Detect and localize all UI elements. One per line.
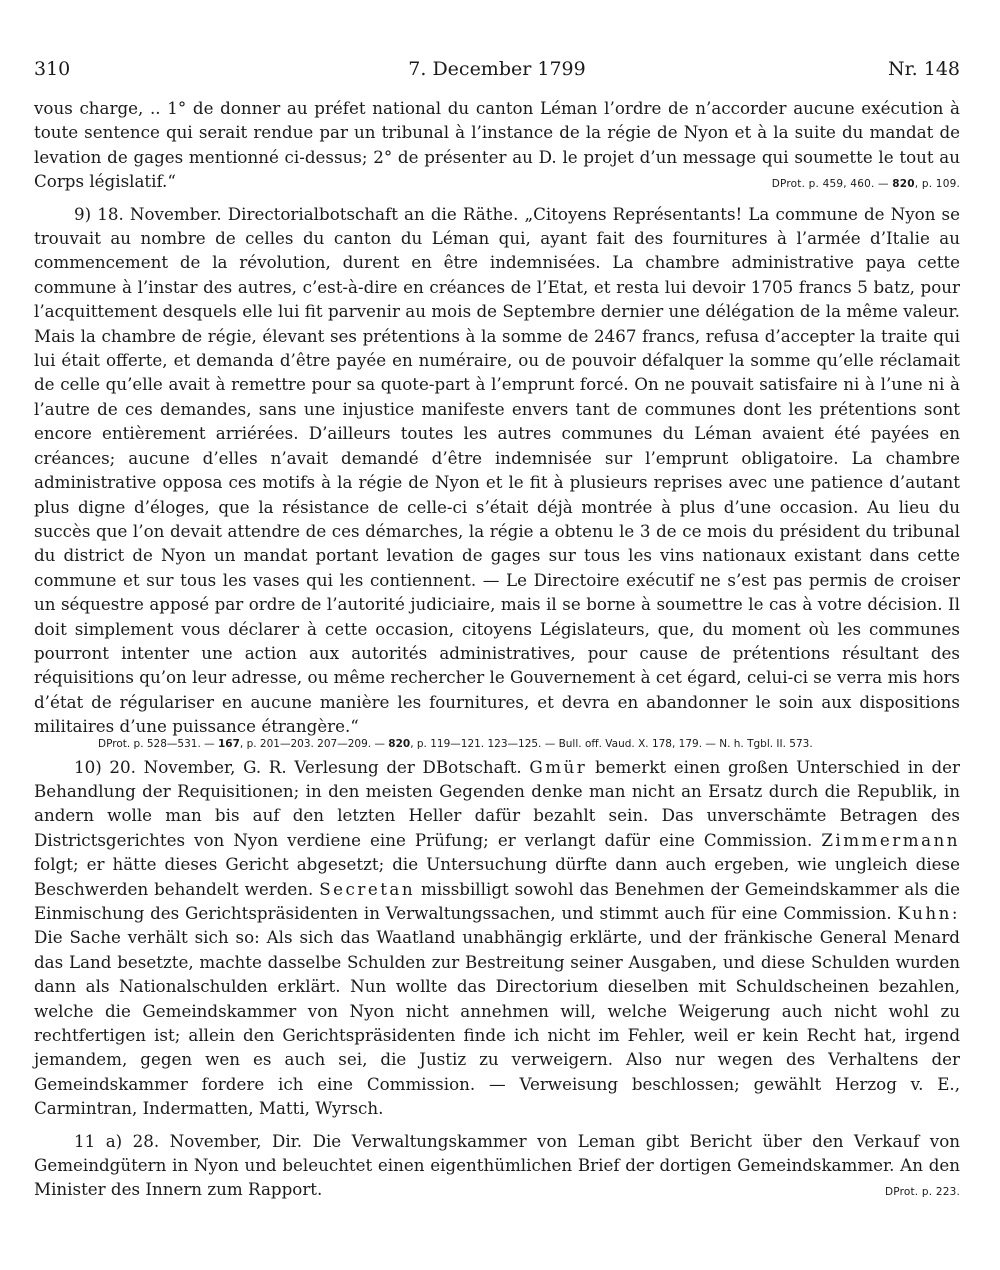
reference-1: DProt. p. 459, 460. — 820, p. 109. — [771, 178, 960, 191]
speaker-name: Gmür — [529, 756, 588, 777]
paragraph-1-text: vous charge, .. 1° de donner au préfet national du canton Léman l’ordre de n’accorder aucune exécution à toute sentence qui serait rendue par un tribunal à l’instance de la régie de Nyon et à la suite du mandat de levation de gages mentionné ci-dessus; 2° de présenter au D. le projet d’un message qui soumette le tout au Corps législatif.“ — [34, 98, 960, 192]
paragraph-2-text: 9) 18. November. Directorialbotschaft an die Räthe. „Citoyens Représentants! La commune de Nyon se trouvait au nombre de celles du canton du Léman qui, ayant fait des fournitures à l’armée d’Italie au commencement de la révolution, durent en être indemnisées. La chambre administrative paya cette commune à l’instar des autres, c’est-à-dire en créances de l’Etat, et resta lui devoir 1705 francs 5 batz, pour l’acquittement desquels elle lui fit parvenir au mois de Septembre dernier une délégation de la même valeur. Mais la chambre de régie, élevant ses prétentions à la somme de 2467 francs, refusa d’accepter la traite qui lui était offerte, et demanda d’être payée en numéraire, ou de pouvoir défalquer la somme qu’elle réclamait de celle qu’elle avait à remettre pour sa quote-part à l’emprunt forcé. On ne pouvait satisfaire ni à l’une ni à l’autre de ces demandes, sans une injustice manifeste envers tant de communes dont les prétentions sont encore entièrement arriérées. D’ailleurs toutes les autres communes du Léman avaient été payées en créances; aucune d’elles n’avait demandé d’être indemnisée sur l’emprunt obligatoire. La chambre administrative opposa ces motifs à la régie de Nyon et le fit à plusieurs reprises avec une patience d’autant plus digne d’éloges, que la résistance de celle-ci s’était déjà montrée à plus d’une occasion. Au lieu du succès que l’on devait attendre de ces démarches, la régie a obtenu le 3 de ce mois du président du tribunal du district de Nyon un mandat portant levation de gages sur tous les vins nationaux existant dans cette commune et sur tous les vases qui les contiennent. — Le Directoire exécutif ne s’est pas permis de croiser un séquestre apposé par ordre de l’autorité judiciaire, mais il se borne à soumettre le cas à votre décision. Il doit simplement vous déclarer à cette occasion, citoyens Législateurs, que, du moment où les communes pourront intenter une action aux autorités administratives, pour cause de prétentions résultant des réquisitions qu’on leur adresse, ou même rechercher le Gouvernement à cet égard, celui-ci se verra mis hors d’état de régulariser en aucune manière les fournitures, et devra en abandonner le soin aux dispositions militaires d’une puissance étrangère.“ — [34, 203, 960, 737]
page-number: 310 — [34, 58, 71, 80]
paragraph-3: 10) 20. November, G. R. Verlesung der DBotschaft. Gmür bemerkt einen großen Unterschied in der Behandlung der Requisitionen; in den meisten Gegenden denke man nicht an Ersatz durch die Republik, in andern wolle man bis auf den letzten Heller dafür bezahlt sein. Das unverschämte Betragen des Districtsgerichtes von Nyon verdiene eine Prüfung; er verlangt dafür eine Commission. Zimmermann folgt; er hätte dieses Gericht abgesetzt; die Untersuchung dürfte dann auch ergeben, wie ungleich diese Beschwerden behandelt werden. Secretan missbilligt sowohl das Benehmen der Gemeindskammer als die Einmischung des Gerichtspräsidenten in Verwaltungssachen, und stimmt auch für eine Commission. Kuhn: Die Sache verhält sich so: Als sich das Waatland unabhängig erklärte, und der fränkische General Menard das Land besetzte, machte dasselbe Schulden zur Bestreitung seiner Ausgaben, und diese Schulden wurden dann als Nationalschulden erklärt. Nun wollte das Directorium dieselben mit Schuldscheinen bezahlen, welche die Gemeindskammer von Nyon nicht annehmen will, welche Weigerung auch nicht wohl zu rechtfertigen ist; allein den Gerichtspräsidenten finde ich nicht im Fehler, weil er kein Recht hat, irgend jemandem, gegen wen es auch sei, die Justiz zu verweigern. Also nur wegen des Verhaltens der Gemeindskammer fordere ich eine Commission. — Verweisung beschlossen; gewählt Herzog v. E., Carmintran, Indermatten, Matti, Wyrsch. — [34, 756, 961, 1119]
page-body — [34, 96, 960, 1205]
speaker-name: Secretan — [319, 878, 416, 899]
reference-2: DProt. p. 528—531. — 167, p. 201—203. 207—209. — 820, p. 119—121. 123—125. — Bull. off. Vaud. X. 178, 179. — N. h. Tgbl. II. 573. — [98, 737, 813, 750]
speaker-name: Kuhn: — [897, 903, 960, 923]
paragraph-4 — [34, 1129, 960, 1202]
paragraph-1 — [34, 96, 960, 194]
reference-4: DProt. p. 223. — [884, 1186, 960, 1199]
page-header — [34, 58, 960, 88]
speaker-name: Zimmermann — [821, 829, 961, 850]
paragraph-4-text: 11 a) 28. November, Dir. Die Verwaltungskammer von Leman gibt Bericht über den Verkauf von Gemeindgütern in Nyon und beleuchtet einen eigenthümlichen Brief der dortigen Gemeindskammer. An den Minister des Innern zum Rapport. — [34, 1130, 960, 1200]
document-number: Nr. 148 — [888, 58, 960, 80]
header-date: 7. December 1799 — [408, 58, 586, 80]
paragraph-2 — [34, 202, 960, 739]
